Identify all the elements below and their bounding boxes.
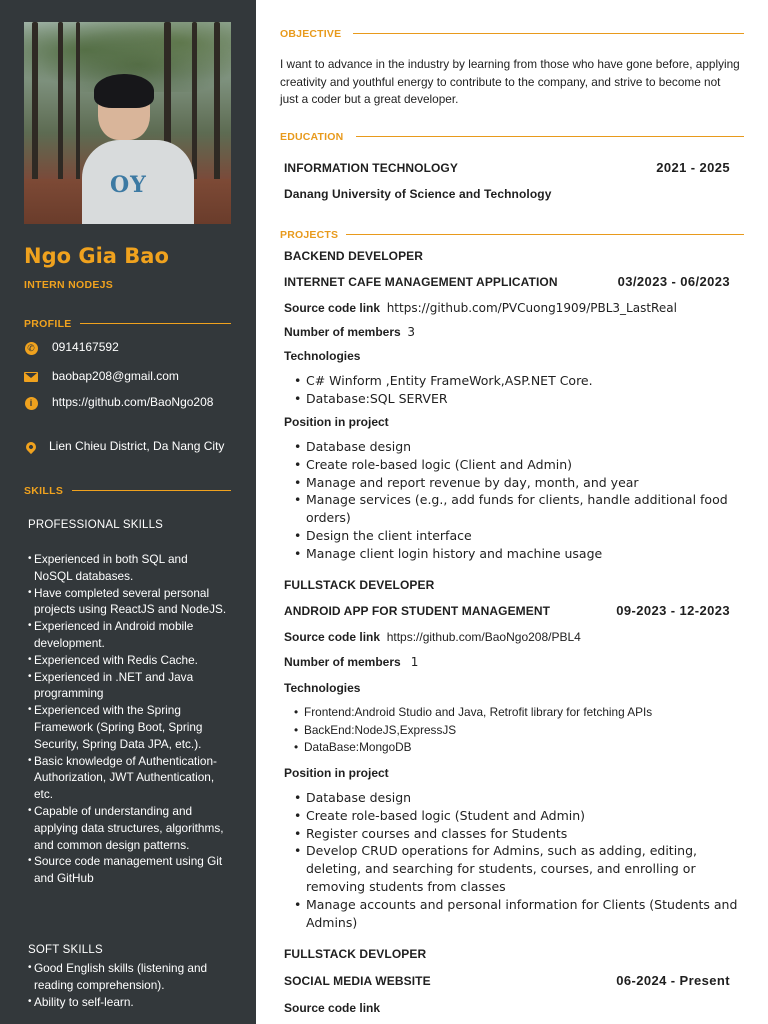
list-item: • Basic knowledge of Authentication-Authorization, JWT Authentication, etc. [28,753,228,803]
list-item: • DataBase:MongoDB [284,739,740,757]
project-source-row [284,630,581,644]
members-label: Number of members [284,325,401,339]
objective-text: I want to advance in the industry by learning from those who have gone before, applying creativity and youthful energy to contribute to the company, and strive to become not just a coder but a great developer. [280,57,740,107]
list-item: • Source code management using Git and GitHub [28,853,228,887]
list-item: • Capable of understanding and applying data structures, algorithms, and common design patterns. [28,803,228,853]
members-count: 3 [407,325,416,339]
source-link[interactable]: https://github.com/PVCuong1909/PBL3_LastReal [386,301,677,315]
profile-divider [80,323,231,324]
phone-icon: ✆ [24,341,38,355]
list-item: • Frontend:Android Studio and Java, Retrofit library for fetching APIs [284,704,740,722]
main-content [256,0,768,1024]
location-pin-icon [24,440,38,454]
list-item: • BackEnd:NodeJS,ExpressJS [284,722,740,740]
education-school: Danang University of Science and Technology [284,187,552,201]
profile-heading: PROFILE [24,318,72,330]
soft-skills-heading: SOFT SKILLS [28,944,103,956]
project-title: ANDROID APP FOR STUDENT MANAGEMENT [284,604,551,618]
list-item: • Good English skills (listening and reading comprehension). [28,960,228,994]
position-label: Position in project [284,415,389,429]
list-item: • Database:SQL SERVER [284,390,740,408]
project-source-row [284,301,677,315]
phone-text: 0914167592 [52,340,119,354]
position-label: Position in project [284,766,389,780]
list-item: • Database design [284,438,740,456]
education-divider [356,136,744,137]
list-item: • Register courses and classes for Students [284,825,740,843]
project-dates: 06-2024 - Present [616,973,730,988]
project-title: INTERNET CAFE MANAGEMENT APPLICATION [284,275,558,289]
soft-skills-list [28,960,228,1010]
technologies-label: Technologies [284,349,361,363]
mail-icon [24,370,38,384]
position-list [284,789,740,931]
github-link[interactable]: https://github.com/BaoNgo208 [52,395,214,409]
members-label: Number of members [284,655,401,669]
professional-skills-heading: PROFESSIONAL SKILLS [28,519,164,531]
list-item: • Database design [284,789,740,807]
info-icon: i [24,396,38,410]
list-item: • Design the client interface [284,527,740,545]
skills-divider [72,490,231,491]
project-members-row [284,325,415,339]
list-item: • Have completed several personal projects using ReactJS and NodeJS. [28,585,228,619]
contact-email[interactable] [24,368,179,385]
source-label: Source code link [284,301,381,315]
skills-heading: SKILLS [24,485,64,497]
sidebar [0,0,256,1024]
list-item: • Manage and report revenue by day, month, and year [284,474,740,492]
members-count: 1 [410,655,419,669]
education-heading: EDUCATION [280,131,344,143]
list-item: • Experienced in .NET and Java programming [28,669,228,703]
position-list [284,438,740,563]
education-years: 2021 - 2025 [656,160,730,175]
project-role: FULLSTACK DEVLOPER [284,947,427,961]
project-dates: 09-2023 - 12-2023 [616,603,730,618]
list-item: • Manage services (e.g., add funds for clients, handle additional food orders) [284,491,740,527]
list-item: • Experienced in Android mobile development. [28,618,228,652]
list-item: • Ability to self-learn. [28,994,228,1011]
list-item: • Create role-based logic (Student and Admin) [284,807,740,825]
education-major: INFORMATION TECHNOLOGY [284,161,458,175]
list-item: • Develop CRUD operations for Admins, such as adding, editing, deleting, and searching for students, courses, and enrolling or removing students from classes [284,842,740,895]
project-title: SOCIAL MEDIA WEBSITE [284,974,431,988]
contact-phone[interactable] [24,339,119,356]
project-role: FULLSTACK DEVELOPER [284,578,435,592]
address-text: Lien Chieu District, Da Nang City [49,439,225,453]
profile-photo [24,22,231,224]
technologies-list [284,372,740,408]
source-link[interactable]: https://github.com/BaoNgo208/PBL4 [386,630,581,644]
technologies-label: Technologies [284,681,361,695]
technologies-list [284,704,740,757]
project-dates: 03/2023 - 06/2023 [617,274,730,289]
source-label: Source code link [284,1001,381,1015]
list-item: • Create role-based logic (Client and Admin) [284,456,740,474]
projects-divider [346,234,744,235]
contact-address [24,438,224,455]
email-text: baobap208@gmail.com [52,369,179,383]
candidate-role: INTERN NODEJS [24,279,114,291]
list-item: • Manage accounts and personal information for Clients (Students and Admins) [284,896,740,932]
projects-heading: PROJECTS [280,229,339,241]
source-label: Source code link [284,630,381,644]
professional-skills-list [28,551,228,887]
objective-heading: OBJECTIVE [280,28,342,40]
project-members-row [284,655,418,669]
project-role: BACKEND DEVELOPER [284,249,424,263]
list-item: • C# Winform ,Entity FrameWork,ASP.NET Core. [284,372,740,390]
candidate-name: Ngo Gia Bao [24,244,169,268]
list-item: • Manage client login history and machine usage [284,545,740,563]
objective-divider [353,33,744,34]
list-item: • Experienced with the Spring Framework (Spring Boot, Spring Security, Spring Data JPA, etc.). [28,702,228,752]
list-item: • Experienced with Redis Cache. [28,652,228,669]
contact-github[interactable] [24,394,234,411]
shirt-logo-text: OY [110,172,147,198]
list-item: • Experienced in both SQL and NoSQL databases. [28,551,228,585]
